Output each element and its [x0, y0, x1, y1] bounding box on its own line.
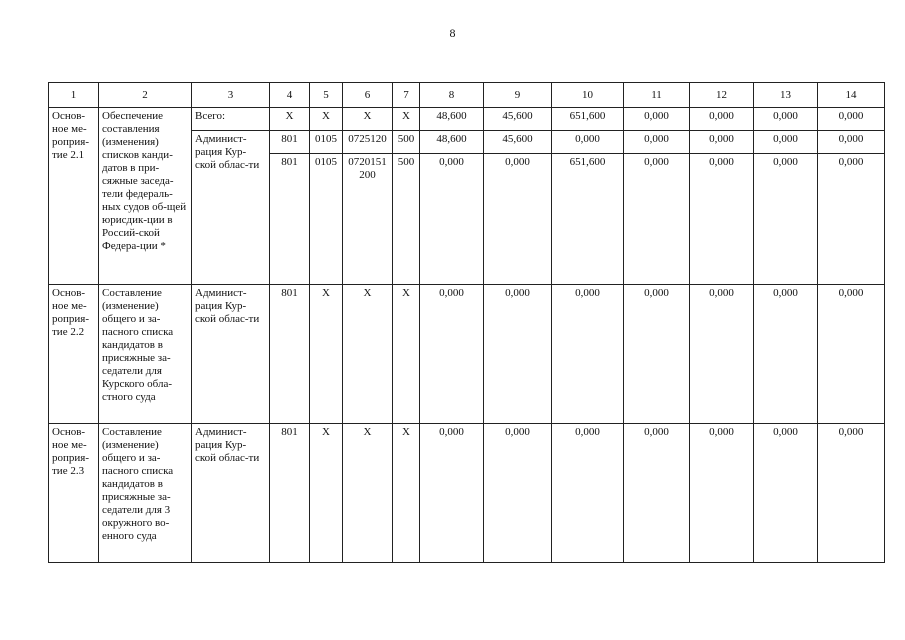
column-header: 9: [484, 83, 552, 108]
table-cell: 0,000: [818, 285, 885, 424]
table-cell: 48,600: [420, 108, 484, 131]
table-cell: Х: [393, 424, 420, 563]
table-cell: 0,000: [754, 154, 818, 285]
table-row-2-2: [49, 285, 885, 424]
column-header: 10: [552, 83, 624, 108]
column-header: 3: [192, 83, 270, 108]
table-cell: Х: [343, 108, 393, 131]
table-cell: 0,000: [624, 108, 690, 131]
event-name-cell: Обеспечение составления (изменения) списков канди-датов в при-сяжные заседа-тели федераль-ных судов об-щей юрисдик-ции в Россий-ской Федера-ции *: [99, 108, 192, 285]
column-header: 4: [270, 83, 310, 108]
table-cell: Х: [393, 108, 420, 131]
table-cell: 0,000: [690, 154, 754, 285]
table-cell: 0,000: [624, 154, 690, 285]
table-cell: 651,600: [552, 154, 624, 285]
table-cell: Х: [310, 285, 343, 424]
table-cell: 651,600: [552, 108, 624, 131]
table-cell: 0,000: [690, 424, 754, 563]
table-cell: Х: [310, 108, 343, 131]
table-row-2-1-total: [49, 108, 885, 131]
column-header: 7: [393, 83, 420, 108]
event-cell: Основ-ное ме-роприя-тие 2.2: [49, 285, 99, 424]
table-cell: 0,000: [818, 131, 885, 154]
total-label-cell: Всего:: [192, 108, 270, 131]
column-header: 12: [690, 83, 754, 108]
table-cell: 48,600: [420, 131, 484, 154]
table-cell: 0,000: [484, 154, 552, 285]
column-header: 1: [49, 83, 99, 108]
executor-cell: Админист-рация Кур-ской облас-ти: [192, 424, 270, 563]
table-cell: Х: [343, 285, 393, 424]
column-header: 6: [343, 83, 393, 108]
table-cell: 0,000: [552, 131, 624, 154]
event-name-cell: Составление (изменение) общего и за-пасного списка кандидатов в присяжные за-седатели для 3 окружного во-енного суда: [99, 424, 192, 563]
table-cell: 0725120: [343, 131, 393, 154]
column-header: 11: [624, 83, 690, 108]
budget-table: [48, 82, 885, 563]
table-cell: 0,000: [484, 424, 552, 563]
table-cell: 0,000: [818, 154, 885, 285]
table-cell: 0,000: [420, 154, 484, 285]
table-cell: 0,000: [484, 285, 552, 424]
column-header: 13: [754, 83, 818, 108]
table-cell: 0,000: [818, 108, 885, 131]
table-cell: Х: [343, 424, 393, 563]
table-cell: 0,000: [552, 424, 624, 563]
table-cell: 0,000: [624, 424, 690, 563]
table-cell: 0,000: [754, 108, 818, 131]
table-cell: 500: [393, 131, 420, 154]
column-header: 14: [818, 83, 885, 108]
event-name-cell: Составление (изменение) общего и за-пасного списка кандидатов в присяжные за-седатели для Курского обла-стного суда: [99, 285, 192, 424]
executor-cell: Админист-рация Кур-ской облас-ти: [192, 131, 270, 285]
executor-cell: Админист-рация Кур-ской облас-ти: [192, 285, 270, 424]
table-cell: 0,000: [420, 424, 484, 563]
page-number: 8: [449, 26, 456, 40]
table-cell: 0,000: [552, 285, 624, 424]
table-cell: 0720151 200: [343, 154, 393, 285]
table-cell: 801: [270, 131, 310, 154]
table-cell: 0,000: [690, 131, 754, 154]
table-cell: 0105: [310, 131, 343, 154]
table-cell: 0,000: [690, 285, 754, 424]
table-cell: 0,000: [624, 131, 690, 154]
table-cell: 500: [393, 154, 420, 285]
column-header: 2: [99, 83, 192, 108]
table-cell: Х: [310, 424, 343, 563]
table-cell: 801: [270, 424, 310, 563]
table-cell: Х: [393, 285, 420, 424]
event-cell: Основ-ное ме-роприя-тие 2.1: [49, 108, 99, 285]
table-cell: 0105: [310, 154, 343, 285]
table-cell: 0,000: [624, 285, 690, 424]
column-header: 8: [420, 83, 484, 108]
table-cell: 45,600: [484, 131, 552, 154]
table-cell: 0,000: [818, 424, 885, 563]
table-row-2-3: [49, 424, 885, 563]
table-cell: 45,600: [484, 108, 552, 131]
column-header: 5: [310, 83, 343, 108]
table-cell: 801: [270, 154, 310, 285]
header-row: [49, 83, 885, 108]
table-cell: 0,000: [754, 285, 818, 424]
table-cell: 0,000: [754, 424, 818, 563]
table-cell: 801: [270, 285, 310, 424]
table-cell: 0,000: [420, 285, 484, 424]
table-cell: Х: [270, 108, 310, 131]
table-cell: 0,000: [690, 108, 754, 131]
table-cell: 0,000: [754, 131, 818, 154]
event-cell: Основ-ное ме-роприя-тие 2.3: [49, 424, 99, 563]
